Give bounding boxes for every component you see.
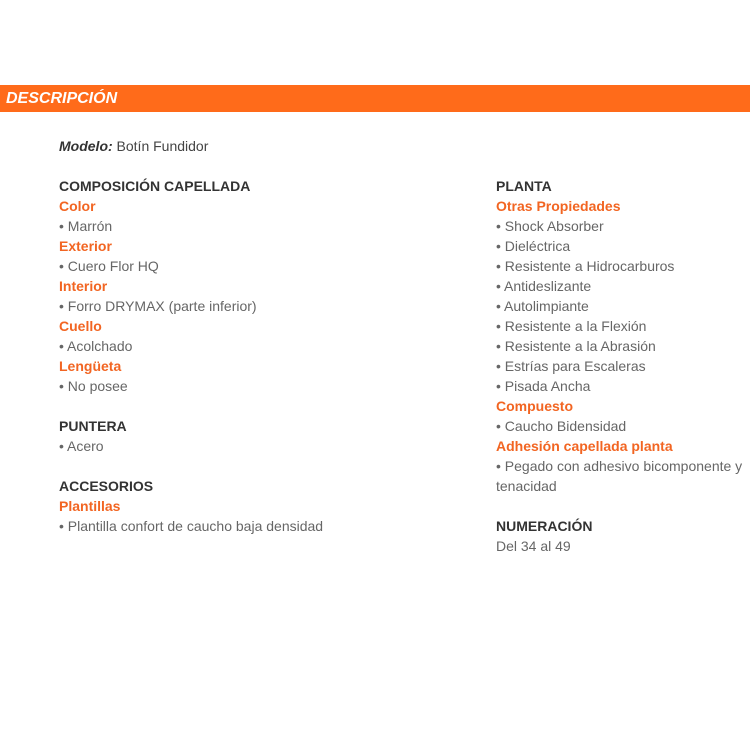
propiedad-item: • Shock Absorber: [496, 218, 604, 234]
numeracion-value: Del 34 al 49: [496, 538, 571, 554]
accesorios-section: [59, 476, 459, 536]
exterior-item: • Cuero Flor HQ: [59, 258, 159, 274]
left-column: [59, 136, 459, 536]
numeracion-title: NUMERACIÓN: [496, 518, 593, 534]
composicion-section: [59, 176, 459, 396]
right-column: [496, 176, 750, 556]
puntera-title: PUNTERA: [59, 418, 127, 434]
propiedad-item: • Dieléctrica: [496, 238, 571, 254]
accesorios-title: ACCESORIOS: [59, 478, 154, 494]
puntera-item: • Acero: [59, 438, 104, 454]
numeracion-section: [496, 516, 750, 556]
model-value: Botín Fundidor: [112, 138, 209, 154]
propiedad-item: • Resistente a la Flexión: [496, 318, 647, 334]
interior-item: • Forro DRYMAX (parte inferior): [59, 298, 257, 314]
color-label: Color: [59, 198, 96, 214]
color-item: • Marrón: [59, 218, 113, 234]
otras-propiedades-label: Otras Propiedades: [496, 198, 621, 214]
description-title: DESCRIPCIÓN: [6, 90, 118, 107]
adhesion-item: • Pegado con adhesivo bicomponente y tenacidad: [496, 458, 743, 494]
puntera-section: [59, 416, 459, 456]
plantillas-label: Plantillas: [59, 498, 121, 514]
exterior-label: Exterior: [59, 238, 112, 254]
adhesion-label: Adhesión capellada planta: [496, 438, 673, 454]
compuesto-item: • Caucho Bidensidad: [496, 418, 627, 434]
propiedad-item: • Resistente a la Abrasión: [496, 338, 656, 354]
propiedad-item: • Antideslizante: [496, 278, 592, 294]
compuesto-label: Compuesto: [496, 398, 573, 414]
planta-section: [496, 176, 750, 496]
cuello-item: • Acolchado: [59, 338, 133, 354]
propiedad-item: • Estrías para Escaleras: [496, 358, 646, 374]
lengueta-item: • No posee: [59, 378, 128, 394]
plantillas-item: • Plantilla confort de caucho baja densidad: [59, 518, 324, 534]
interior-label: Interior: [59, 278, 108, 294]
model-line: [59, 136, 459, 156]
composicion-title: COMPOSICIÓN CAPELLADA: [59, 178, 251, 194]
model-label: Modelo:: [59, 138, 113, 154]
description-header-bar: [0, 85, 750, 112]
propiedad-item: • Pisada Ancha: [496, 378, 591, 394]
lengueta-label: Lengüeta: [59, 358, 122, 374]
planta-title: PLANTA: [496, 178, 552, 194]
propiedad-item: • Autolimpiante: [496, 298, 589, 314]
cuello-label: Cuello: [59, 318, 102, 334]
propiedad-item: • Resistente a Hidrocarburos: [496, 258, 675, 274]
